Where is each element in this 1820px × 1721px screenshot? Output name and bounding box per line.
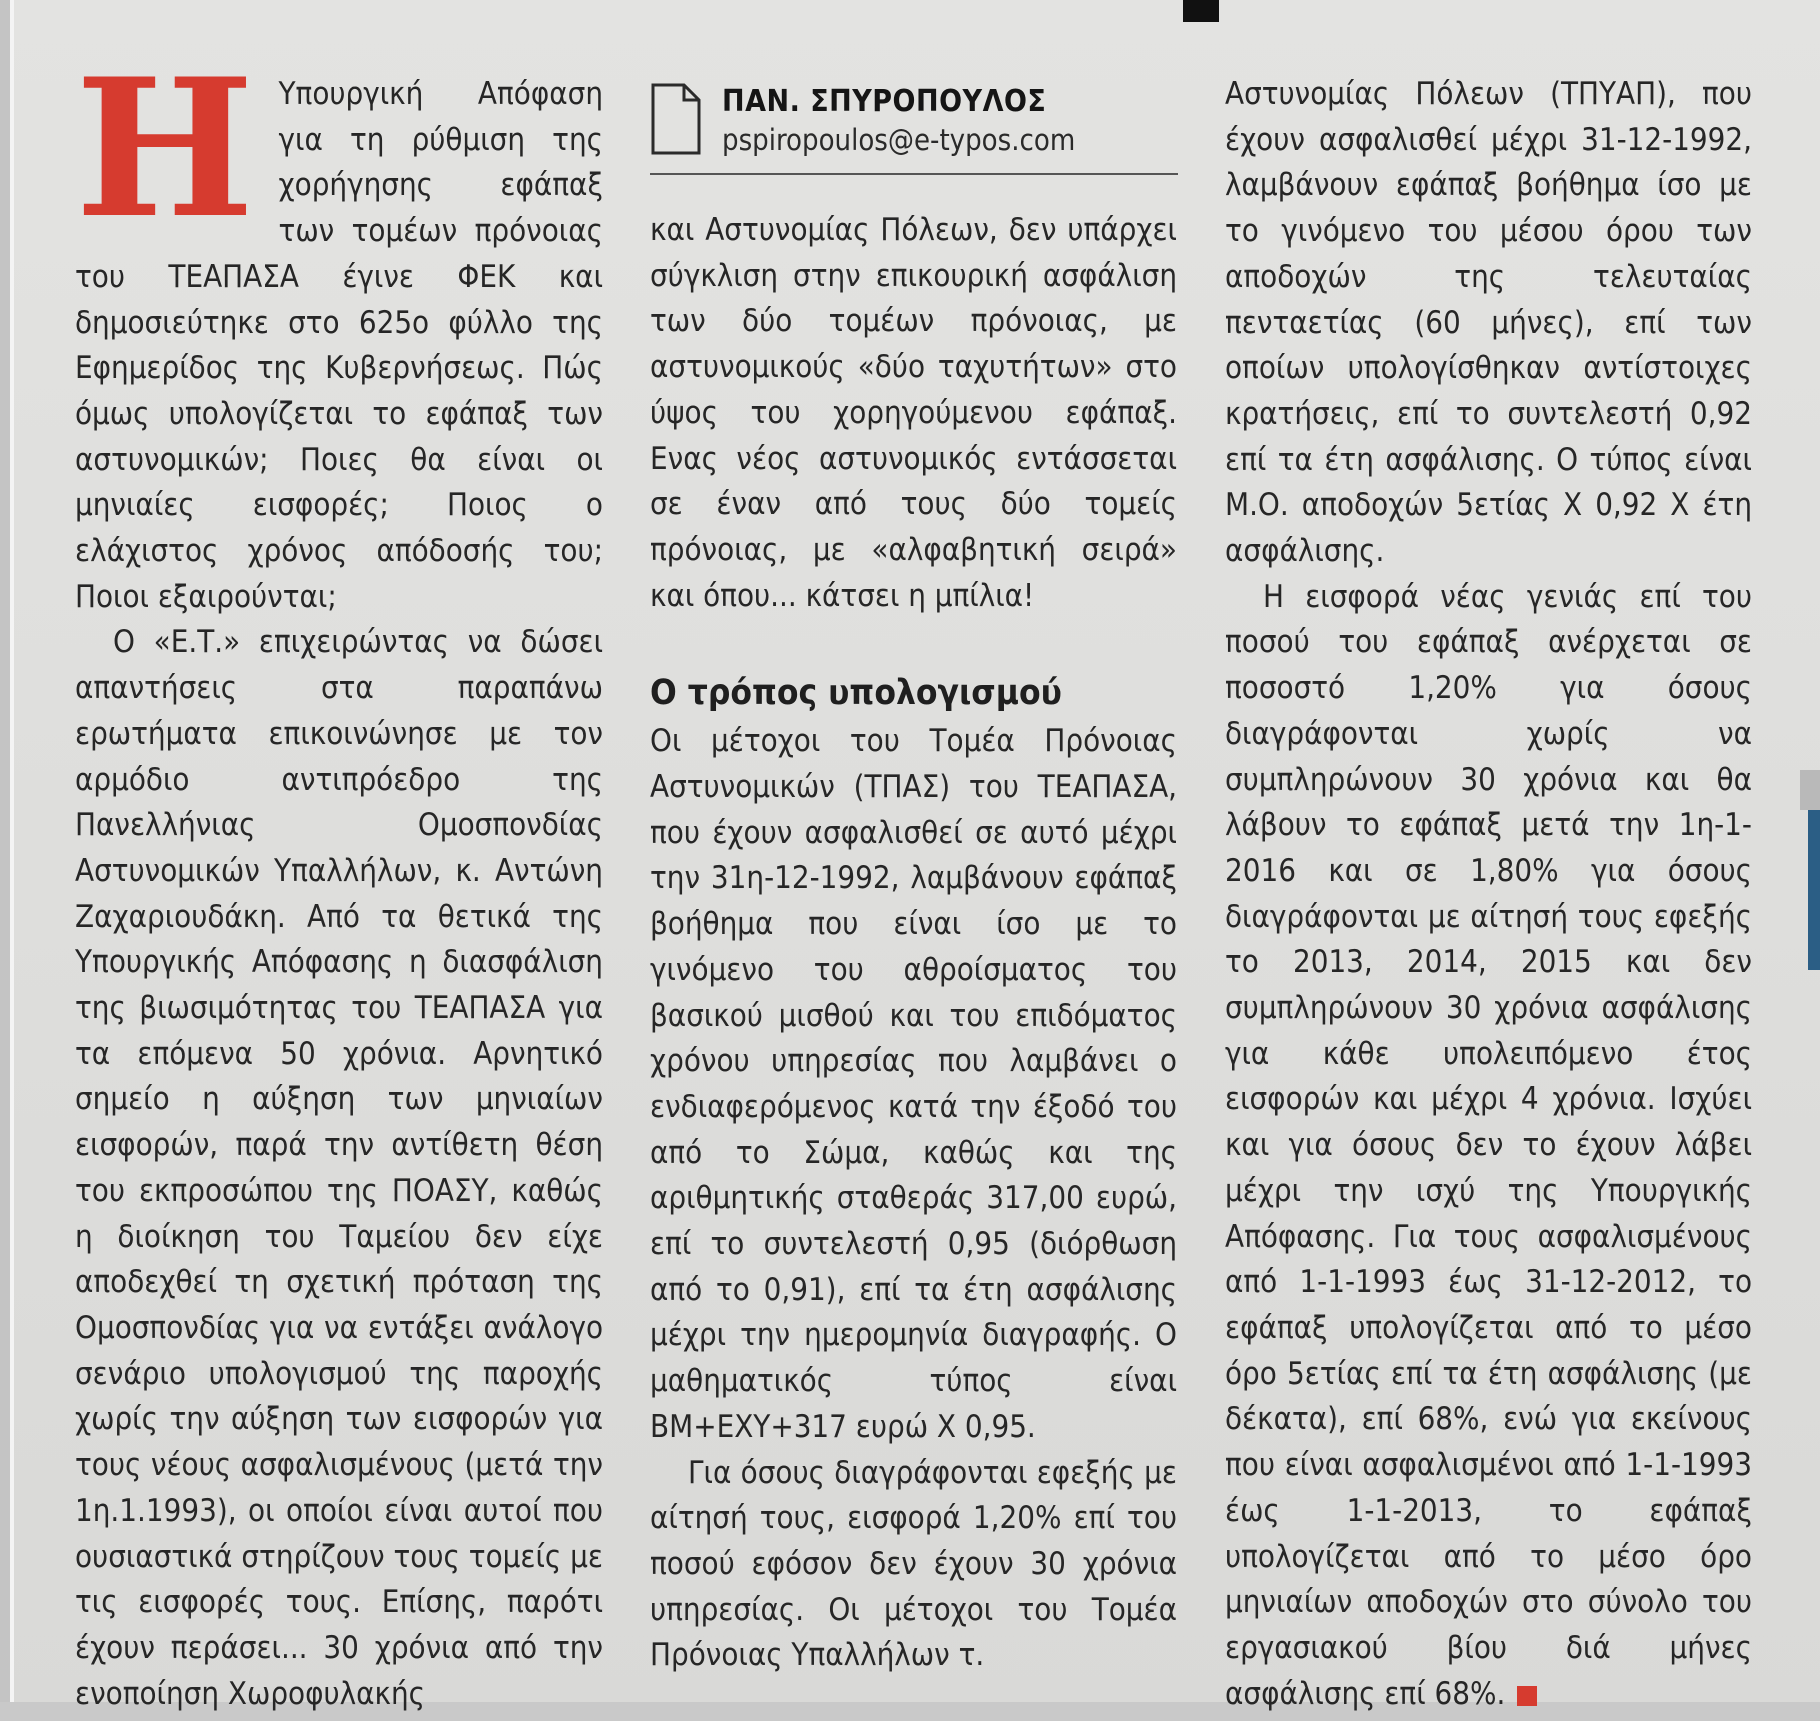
byline bbox=[650, 82, 1178, 177]
end-of-article-square-icon bbox=[1517, 1686, 1537, 1706]
article-paragraph: Αστυνομίας Πόλεων (ΤΠΥΑΠ), που έχουν ασφαλισθεί μέχρι 31-12-1992, λαμβάνουν εφάπαξ βοήθημα ίσο με το γινόμενο του μέσου όρου των αποδοχών της τελευταίας πενταετίας (60 μήνες), επί των οποίων υπολογίσθηκαν αντίστοιχες κρατήσεις, επί το συντελεστή 0,92 επί τα έτη ασφάλισης. Ο τύπος είναι Μ.Ο. αποδοχών 5ετίας Χ 0,92 Χ έτη ασφάλισης. bbox=[1225, 76, 1752, 570]
drop-cap: Η bbox=[75, 37, 255, 260]
paragraph-text: Η εισφορά νέας γενιάς επί του ποσού του εφάπαξ ανέρχεται σε ποσοστό 1,20% για όσους διαγράφονται χωρίς να συμπληρώνουν 30 χρόνια και θα λάβουν το εφάπαξ μετά την 1η-1-2016 και σε 1,80% για όσους διαγράφονται με αίτησή τους εφεξής το 2013, 2014, 2015 και δεν συμπληρώνουν 30 χρόνια ασφάλισης για κάθε υπολειπόμενο έτος εισφορών και μέχρι 4 χρόνια. Ισχύει και για όσους δεν το έχουν λάβει μέχρι την ισχύ της Υπουργικής Απόφασης. Για τους ασφαλισμένους από 1-1-1993 έως 31-12-2012, το εφάπαξ υπολογίζεται από το μέσο όρο 5ετίας επί τα έτη ασφάλισης (με δέκατα), επί 68%, ενώ για εκείνους που είναι ασφαλισμένοι από 1-1-1993 έως 1-1-2013, το εφάπαξ υπολογίζεται από το μέσο όρο μηνιαίων αποδοχών στο σύνολο του εργασιακού βίου διά μήνες ασφάλισης επί 68%. bbox=[1225, 578, 1752, 1712]
adjacent-page-fragment bbox=[1800, 770, 1820, 810]
article-paragraph bbox=[1225, 575, 1752, 1718]
section-subheading: Ο τρόπος υπολογισμού bbox=[650, 673, 1062, 714]
article-paragraph: Ο «Ε.Τ.» επιχειρώντας να δώσει απαντήσεις στα παραπάνω ερωτήματα επικοινώνησε με τον αρμόδιο αντιπρόεδρο της Πανελλήνιας Ομοσπονδίας Αστυνομικών Υπαλλήλων, κ. Αντώνη Ζαχαριουδάκη. Από τα θετικά της Υπουργικής Απόφασης η διασφάλιση της βιωσιμότητας του ΤΕΑΠΑΣΑ για τα επόμενα 50 χρόνια. Αρνητικό σημείο η αύξηση των μηνιαίων εισφορών, παρά την αντίθετη θέση του εκπροσώπου της ΠΟΑΣΥ, καθώς η διοίκηση του Ταμείου δεν είχε αποδεχθεί τη σχετική πρόταση της Ομοσπονδίας για να εντάξει ανάλογο σενάριο υπολογισμού της παροχής χωρίς την αύξηση των εισφορών για τους νέους ασφαλισμένους (μετά την 1η.1.1993), οι οποίοι είναι αυτοί που ουσιαστικά στηρίζουν τους τομείς με τις εισφορές τους. Επίσης, παρότι έχουν περάσει... 30 χρόνια από την ενοποίηση Χωροφυλακής bbox=[75, 624, 603, 1712]
author-email: pspiropoulos@e-typos.com bbox=[722, 123, 1076, 157]
top-page-marker bbox=[1183, 0, 1219, 22]
article-column-2 bbox=[650, 208, 1177, 1679]
page-left-margin-line bbox=[10, 0, 14, 1721]
article-paragraph bbox=[75, 37, 603, 620]
page-left-edge bbox=[0, 0, 10, 1721]
article-column-1 bbox=[75, 37, 603, 1717]
article-paragraph: Οι μέτοχοι του Τομέα Πρόνοιας Αστυνομικών (ΤΠΑΣ) του ΤΕΑΠΑΣΑ, που έχουν ασφαλισθεί σε αυτό μέχρι την 31η-12-1992, λαμβάνουν εφάπαξ βοήθημα που είναι ίσο με το γινόμενο του αθροίσματος του βασικού μισθού και του επιδόματος χρόνου υπηρεσίας που λαμβάνει ο ενδιαφερόμενος κατά την έξοδό του από το Σώμα, καθώς και της αριθμητικής σταθεράς 317,00 ευρώ, επί το συντελεστή 0,95 (διόρθωση από το 0,91), επί τα έτη ασφάλισης μέχρι την ημερομηνία διαγραφής. Ο μαθηματικός τύπος είναι ΒΜ+ΕΧΥ+317 ευρώ Χ 0,95. bbox=[650, 723, 1177, 1445]
adjacent-page-accent-bar bbox=[1808, 810, 1820, 970]
paragraph-text: Υπουργική Απόφαση για τη ρύθμιση της χορήγησης εφάπαξ των τομέων πρόνοιας του ΤΕΑΠΑΣΑ έγινε ΦΕΚ και δημοσιεύτηκε στο 625ο φύλλο της Εφημερίδος της Κυβερνήσεως. Πώς όμως υπολογίζεται το εφάπαξ των αστυνομικών; Ποιες θα είναι οι μηνιαίες εισφορές; Ποιος ο ελάχιστος χρόνος απόδοσής του; Ποιοι εξαιρούνται; bbox=[75, 76, 603, 615]
author-name: ΠΑΝ. ΣΠΥΡΟΠΟΥΛΟΣ bbox=[722, 84, 1047, 119]
byline-divider bbox=[650, 173, 1178, 175]
document-icon bbox=[650, 82, 702, 156]
article-paragraph: Για όσους διαγράφονται εφεξής με αίτησή τους, εισφορά 1,20% επί του ποσού εφόσον δεν έχουν 30 χρόνια υπηρεσίας. Οι μέτοχοι του Τομέα Πρόνοιας Υπαλλήλων τ. bbox=[650, 1454, 1177, 1674]
article-column-3 bbox=[1225, 72, 1752, 1717]
article-paragraph: και Αστυνομίας Πόλεων, δεν υπάρχει σύγκλιση στην επικουρική ασφάλιση των δύο τομέων πρόνοιας, με αστυνομικούς «δύο ταχυτήτων» στο ύψος του χορηγούμενου εφάπαξ. Ενας νέος αστυνομικός εντάσσεται σε έναν από τους δύο τομείς πρόνοιας, με «αλφαβητική σειρά» και όπου... κάτσει η μπίλια! bbox=[650, 212, 1177, 614]
